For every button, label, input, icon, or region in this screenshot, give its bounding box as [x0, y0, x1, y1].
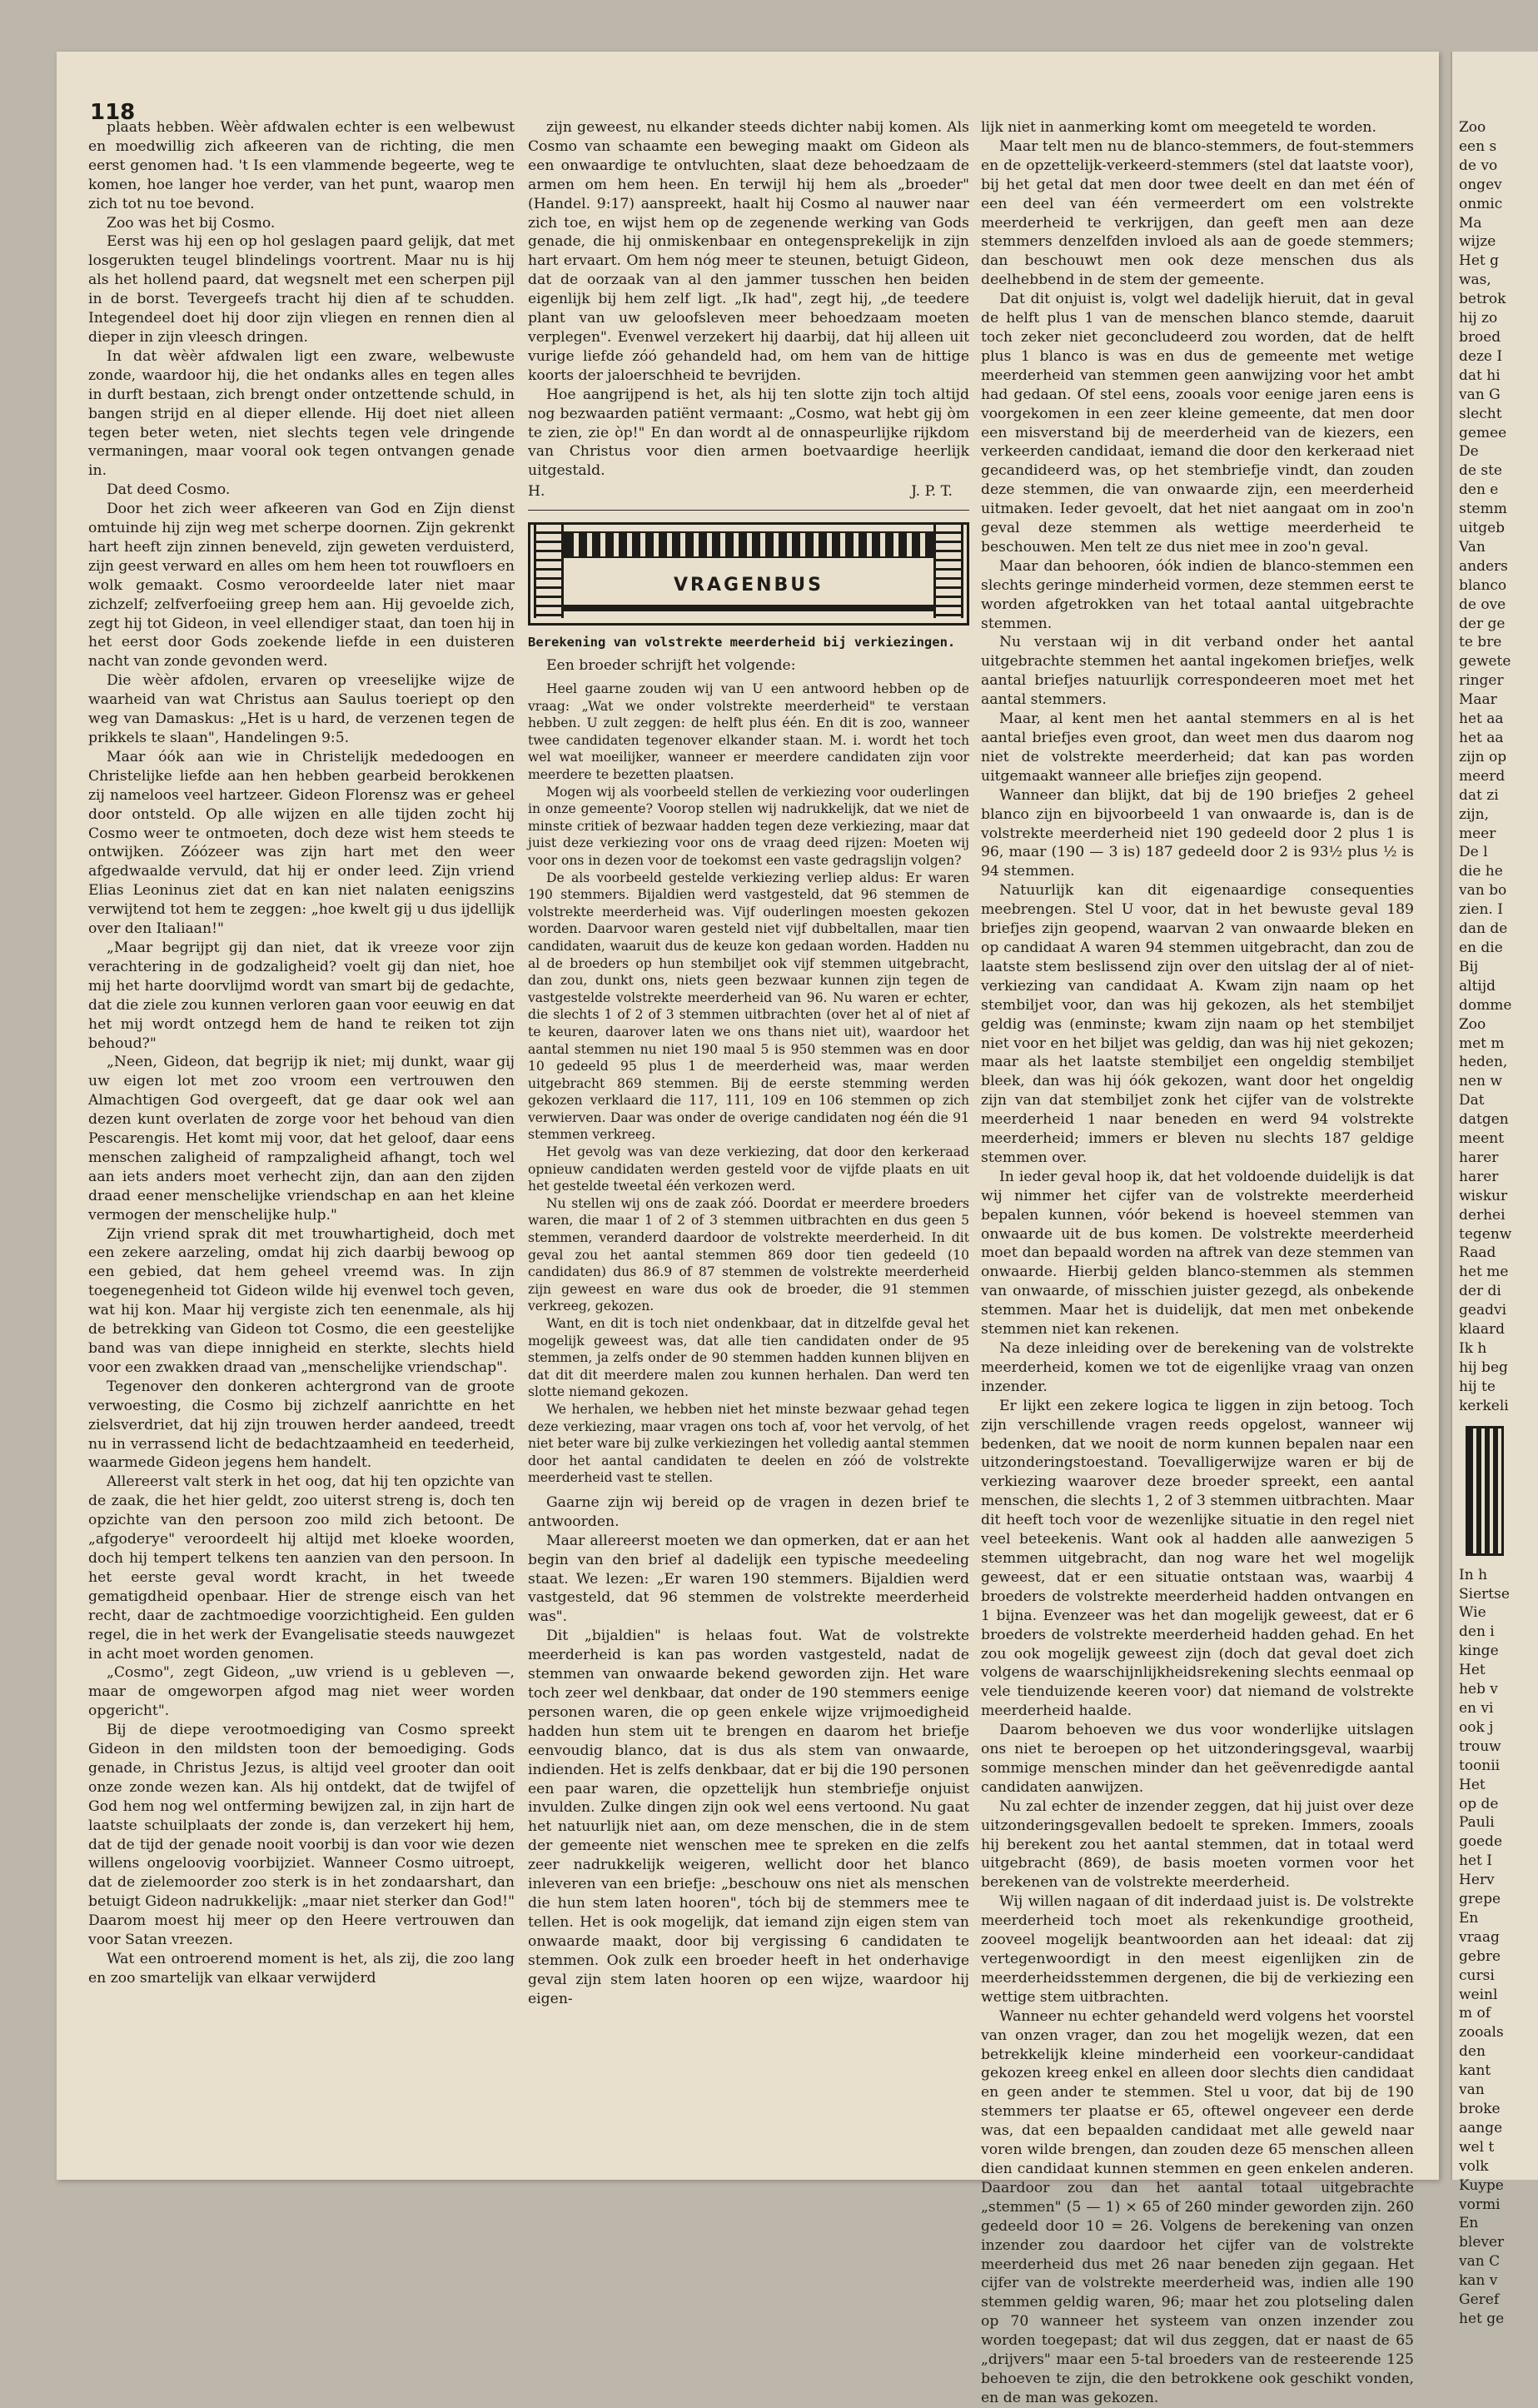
paragraph: Maar, al kent men het aantal stemmers en al is het aantal briefjes even groot, dan weet men dus daarom nog niet de volstrekte meerderheid; dat kan pas worden uitgemaakt wanneer alle briefjes zijn geopend.: [981, 710, 1414, 785]
fragment-line: Kuype: [1459, 2176, 1504, 2194]
fragment-line: Bij: [1459, 958, 1479, 975]
answer-paragraph: Maar allereerst moeten we dan opmerken, dat er aan het begin van den brief al dadelijk een typische meedeeling staat. We lezen: „Er waren 190 stemmers. Bijaldien werd vastgesteld, dat 96 stemmen de volstrekte meerderheid was".: [528, 1532, 969, 1626]
fragment-line: Raad: [1459, 1244, 1496, 1262]
fragment-line: met m: [1459, 1034, 1505, 1052]
fragment-line: zien. I: [1459, 901, 1503, 919]
fragment-line: Het: [1459, 1662, 1486, 1679]
fragment-line: te bre: [1459, 634, 1502, 651]
fragment-line: En: [1459, 1909, 1479, 1927]
fragment-line: Zoo: [1459, 119, 1486, 136]
fragment-line: meent: [1459, 1130, 1505, 1148]
fragment-line: blever: [1459, 2234, 1505, 2251]
fragment-line: Wie: [1459, 1604, 1486, 1622]
answer-paragraph: Gaarne zijn wij bereid op de vragen in dezen brief te antwoorden.: [528, 1493, 969, 1530]
paragraph: Maar dan behooren, óók indien de blanco-stemmen een slechts geringe minderheid vormen, deze stemmen eerst te worden afgetrokken van het totaal aantal uitgebrachte stemmen.: [981, 557, 1414, 632]
ornament-post-icon: [933, 525, 963, 618]
paragraph: plaats hebben. Wèèr afdwalen echter is een welbewust en moedwillig zich afkeeren van de richting, die men eerst genomen had. 't Is een vlammende begeerte, weg te komen, hoe langer hoe verder, van het punt, waarop men zich tot nu toe bevond.: [88, 119, 515, 212]
fragment-line: zooals: [1459, 2024, 1504, 2042]
newspaper-page: [57, 52, 1439, 2406]
fragment-line: den: [1459, 2043, 1486, 2061]
fragment-line: wiskur: [1459, 1187, 1508, 1204]
adjacent-page-fragments: [1459, 118, 1538, 2329]
fragment-line: derhei: [1459, 1206, 1506, 1224]
fragment-line: heden,: [1459, 1054, 1508, 1071]
fragment-line: toonii: [1459, 1757, 1501, 1774]
fragment-line: vraag: [1459, 1928, 1500, 1946]
ornament-frieze-icon: [564, 531, 933, 558]
fragment-line: Het g: [1459, 252, 1500, 270]
paragraph: Eerst was hij een op hol geslagen paard gelijk, dat met losgerukten teugel blindelings voortrent. Maar nu is hij als het hollend paard, dat wegsnelt met een scherpen pijl in de borst. Tevergeefs tracht hij dien af te schudden. Integendeel doet hij door zijn vliegen en rennen dien al dieper in zijn vleesch dringen.: [88, 233, 515, 346]
fragment-line: trouw: [1459, 1737, 1501, 1755]
fragment-line: de ste: [1459, 462, 1502, 480]
fragment-line: kerkeli: [1459, 1397, 1509, 1414]
fragment-line: Ma: [1459, 214, 1482, 232]
fragment-line: den i: [1459, 1623, 1495, 1641]
fragment-line: ook j: [1459, 1718, 1494, 1736]
fragment-line: het aa: [1459, 710, 1504, 728]
fragment-line: Het: [1459, 1776, 1486, 1793]
fragment-line: die he: [1459, 863, 1503, 880]
fragment-line: op de: [1459, 1795, 1499, 1812]
fragment-line: kant: [1459, 2062, 1491, 2080]
question-headline: Berekening van volstrekte meerderheid bij verkiezingen.: [528, 635, 956, 651]
fragment-line: gewete: [1459, 653, 1511, 671]
paragraph: Na deze inleiding over de berekening van de volstrekte meerderheid, komen we tot de eigenlijke vraag van onzen inzender.: [981, 1340, 1414, 1395]
fragment-line: tegenw: [1459, 1225, 1512, 1243]
fragment-line: altijd: [1459, 977, 1496, 995]
fragment-line: cursi: [1459, 1967, 1495, 1984]
letter-paragraph: De als voorbeeld gestelde verkiezing verliep aldus: Er waren 190 stemmers. Bijaldien werd vastgesteld, dat 96 stemmen de volstrekte meerderheid was. Vijf ouderlingen moesten gekozen worden. Daarvoor waren gesteld niet vijf dubbeltallen, maar tien candidaten, waaruit dus de keuze kon gedaan worden. Hadden nu al de broeders op hun stembiljet ook vijf stemmen uitgebracht, dan zou, dunkt ons, niets geen bezwaar kunnen zijn tegen de vastgestelde volstrekte meerderheid van 96. Nu waren er echter, die slechts 1 of 2 of 3 stemmen uitbrachten (over het al of niet af te keuren, daarover laten we ons thans niet uit), waardoor het aantal stemmen nu niet 190 maal 5 is 950 stemmen was en door 10 gedeeld 95 plus 1 de meerderheid was, maar werden uitgebracht 869 stemmen. Bij de eerste stemming werden gekozen verklaard die 117, 111, 109 en 106 stemmen op zich verwierven. Daar was onder de overige candidaten nog één die 91 stemmen verkreeg.: [528, 870, 969, 1143]
fragment-line: Geref: [1459, 2291, 1500, 2309]
paragraph: Nu verstaan wij in dit verband onder het aantal uitgebrachte stemmen het aantal ingekomen briefjes, welk aantal briefjes natuurlijk correspondeeren moet met het aantal stemmers.: [981, 634, 1414, 709]
paragraph: In ieder geval hoop ik, dat het voldoende duidelijk is dat wij nimmer het cijfer van de volstrekte meerderheid bepalen kunnen, vóór bekend is hoeveel stemmen van onwaarde uit de bus komen. De volstrekte meerderheid moet dan bepaald worden na aftrek van deze stemmen van onwaarde. Hierbij gelden blanco-stemmen als stemmen van onwaarde, of misschien juister gezegd, als onbekende stemmen. Maar het is duidelijk, dat men met onbekende stemmen niet kan rekenen.: [981, 1168, 1414, 1339]
fragment-line: Herv: [1459, 1872, 1495, 1889]
fragment-line: broed: [1459, 328, 1501, 346]
paragraph: Die wèèr afdolen, ervaren op vreeselijke wijze de waarheid van wat Christus aan Saulus toeriept op den weg van Damaskus: „Het is u hard, de verzenen tegen de prikkels te slaan", Handelingen 9:5.: [88, 672, 515, 746]
column-1: [88, 118, 515, 2138]
paragraph: Bij de diepe verootmoediging van Cosmo spreekt Gideon in den mildsten toon der bemoediging. Gods genade, in Christus Jezus, is altijd veel grooter dan ooit onze zonde wezen kan. Als hij ontdekt, dat de twijfel of God hem nog wel ontferming bewijzen zal, in zijn hart de laatste schuilplaats der zonde is, dan verzekert hij hem, dat de tijd der genade nooit voorbij is dan voor wie dezen willens ongeloovig voorbijziet. Wanneer Cosmo uitroept, dat de zielemoorder zoo sterk is in het zondaarshart, dan betuigt Gideon nadrukkelijk: „maar niet sterker dan God!" Daarom moest hij meer op den Heere vertrouwen dan voor Satan vreezen.: [88, 1722, 515, 1949]
fragment-line: volk: [1459, 2157, 1489, 2175]
fragment-line: Siertse: [1459, 1585, 1510, 1603]
intro-line: Een broeder schrijft het volgende:: [546, 657, 796, 675]
fragment-line: der ge: [1459, 615, 1506, 632]
fragment-line: de vo: [1459, 157, 1498, 174]
paragraph: Er lijkt een zekere logica te liggen in zijn betoog. Toch zijn verschillende vragen reeds opgelost, wanneer wij bedenken, dat we nooit de norm kunnen bepalen naar een uitzonderingstoestand. Toevalligerwijze waren er bij de verkiezing waarover deze broeder spreekt, een aantal menschen, die slechts 1, 2 of 3 stemmen uitbrachten. Maar dit heeft toch voor de wezenlijke situatie in den regel niet veel beteekenis. Want ook al hadden alle aanwezigen 5 stemmen uitgebracht, dan nog ware het wel mogelijk geweest, dat er een situatie ontstaan was, waarbij 4 broeders de volstrekte meerderheid hadden ontvangen en 1 bijna. Evenzeer was het dan mogelijk geweest, dat er 6 broeders de volstrekte meerderheid hadden gehad. En het zou ook mogelijk geweest zijn (doch dat geval doet zich volgens de waarschijnlijkheidsrekening slechts eenmaal op vele tienduizende keeren voor) dat niemand de volstrekte meerderheid haalde.: [981, 1397, 1414, 1720]
paragraph: In dat wèèr afdwalen ligt een zware, welbewuste zonde, waardoor hij, die het ondanks alles en tegen alles in durft bestaan, zich brengt onder ontzettende schuld, in bangen strijd en al dieper ellende. Hij doet niet alleen tegen beter weten, niet slechts tegen vele dringende vermaningen, maar vooral ook tegen ontvangen genade in.: [88, 347, 515, 480]
fragment-line: broke: [1459, 2101, 1501, 2117]
paragraph: Hoe aangrijpend is het, als hij ten slotte zijn toch altijd nog bezwaarden patiënt vermaant: „Cosmo, wat hebt gij òm te zien, zie òp!" En dan wordt al de onnaspeurlijke rijkdom van Christus voor dien armen boetvaardige heerlijk uitgestald.: [528, 386, 969, 480]
paragraph: Zijn vriend sprak dit met trouwhartigheid, doch met een zekere aarzeling, omdat hij zich daarbij bewoog op een gebied, dat hem geheel vreemd was. In zijn toegenegenheid tot Gideon wilde hij evenwel toch geven, wat hij kon. Maar hij vergiste zich ten eenenmale, als hij de betrekking van Gideon tot Cosmo, die een geestelijke band was van diepe innigheid en sterkte, slechts hield voor een zwakken draad van „menschelijke vriendschap".: [88, 1225, 515, 1376]
fragment-line: het aa: [1459, 730, 1504, 746]
answer-paragraph: Dit „bijaldien" is helaas fout. Wat de volstrekte meerderheid is kan pas worden vastgesteld, nadat de stemmen van onwaarde bekend geworden zijn. Het ware toch zeer wel denkbaar, dat onder de 190 stemmers eenige personen waren, die op geen enkele wijze vrijmoedigheid hadden hun stem uit te brengen en daarom het briefje eenvoudig blanco, dat is dus als stem van onwaarde, indienden. Het is zelfs denkbaar, dat er bij die 190 personen een paar waren, die opzettelijk hun stembriefje onjuist invulden. Zulke dingen zijn ook wel eens vertoond. Nu gaat het natuurlijk niet aan, om deze menschen, die in de stem der gemeente niet wenschen mee te spreken en die zelfs zeer nadrukkelijk weigeren, wellicht door het blanco inleveren van een briefje: „beschouw ons niet als menschen die hun stem laten hooren", tóch bij de stemmers mee te tellen. Het is ook mogelijk, dat iemand zijn eigen stem van onwaarde maakt, door bij vergissing 6 candidaten te stemmen. Ook zulk een broeder heeft in het onderhavige geval zijn stem laten hooren op een wijze, waardoor hij eigen-: [528, 1628, 969, 2007]
fragment-line: harer: [1459, 1168, 1499, 1185]
fragment-line: domme: [1459, 996, 1512, 1014]
fragment-line: De l: [1459, 844, 1488, 861]
fragment-line: Zoo: [1459, 1015, 1486, 1033]
fragment-line: gemee: [1459, 424, 1507, 441]
article-signature: [528, 482, 953, 501]
fragment-line: dan de: [1459, 920, 1508, 938]
fragment-line: kan v: [1459, 2272, 1498, 2290]
letter-paragraph: Het gevolg was van deze verkiezing, dat door den kerkeraad opnieuw candidaten werden gesteld voor de vijfde plaats en uit het gestelde tweetal één verkozen werd.: [528, 1144, 969, 1194]
vragenbus-header-ornament: [528, 522, 969, 626]
fragment-line: uitgeb: [1459, 520, 1506, 537]
fragment-line: datgen: [1459, 1111, 1509, 1129]
paragraph: Wij willen nagaan of dit inderdaad juist is. De volstrekte meerderheid toch moet als rekenkundige grootheid, zooveel mogelijk beantwoorden aan het ideaal: dat zij vertegenwoordigt in den meest eigenlijken zin de meerderheidsstemmen dergenen, die bij de verkiezing een wettige stem uitbrachten.: [981, 1893, 1414, 2006]
fragment-line: slecht: [1459, 405, 1502, 422]
section-title: VRAGENBUS: [674, 575, 824, 596]
fragment-line: van: [1459, 2081, 1485, 2099]
fragment-line: zijn op: [1459, 748, 1507, 765]
paragraph: Dat deed Cosmo.: [107, 481, 231, 499]
fragment-line: der di: [1459, 1283, 1501, 1300]
fragment-line: stemm: [1459, 501, 1507, 518]
fragment-line: en vi: [1459, 1699, 1494, 1717]
fragment-line: weinl: [1459, 1986, 1498, 2003]
paragraph: Dat dit onjuist is, volgt wel dadelijk hieruit, dat in geval de helft plus 1 van de menschen blanco stemde, daaruit toch zeker niet geconcludeerd zou worden, dat de helft plus 1 blanco is was en dus de gemeente met wetige meerderheid van stemmen geen aanwijzing voor het ambt had gedaan. Of stel eens, zooals voor eenige jaren eens is voorgekomen in een zeer kleine gemeente, dat men door een misverstand bij de meerderheid van de kiezers, een verkeerden candidaat, iemand die door den kerkeraad niet gecandideerd was, op het stembriefje vindt, dan zouden deze stemmen, die van onwaarde zijn, een meerderheid uitmaken. Ieder gevoelt, dat het niet aangaat om in zoo'n geval deze stemmen als wettige meerderheid te beschouwen. Men telt ze dus niet mee in zoo'n geval.: [981, 291, 1414, 556]
fragment-line: deze I: [1459, 347, 1503, 365]
letter-paragraph: Heel gaarne zouden wij van U een antwoord hebben op de vraag: „Wat we onder volstrekte meerderheid" te verstaan hebben. U zult zeggen: de helft plus één. En dit is zoo, wanneer twee candidaten tegenover elkander staan. M. i. wordt het toch wel wat moeilijker, wanneer er meerdere candidaten zijn voor meerdere te bezetten plaatsen.: [528, 681, 969, 782]
fragment-line: dat zi: [1459, 786, 1499, 804]
fragment-line: Ik h: [1459, 1340, 1487, 1357]
fragment-line: van bo: [1459, 882, 1507, 900]
ornament-post-icon: [534, 525, 564, 618]
fragment-line: hij te: [1459, 1378, 1496, 1395]
fragment-line: aange: [1459, 2119, 1503, 2136]
fragment-line: grepe: [1459, 1891, 1501, 1908]
fragment-line: meer: [1459, 825, 1496, 842]
fragment-line: geadvi: [1459, 1302, 1507, 1319]
paragraph: Wat een ontroerend moment is het, als zij, die zoo lang en zoo smartelijk van elkaar verwijderd: [88, 1951, 515, 1987]
fragment-line: van C: [1459, 2253, 1501, 2271]
fragment-line: en die: [1459, 939, 1503, 956]
fragment-line: De: [1459, 443, 1479, 461]
signature-initial: H.: [528, 483, 545, 501]
fragment-line: vormi: [1459, 2196, 1501, 2213]
fragment-line: wel t: [1459, 2138, 1495, 2156]
paragraph: „Neen, Gideon, dat begrijp ik niet; mij dunkt, waar gij uw eigen lot met zoo vroom een vertrouwen den Almachtigen God overgeeft, dat ge daar ook wel aan dezen kunt overlaten de zorge voor het behoud van dien Pescarengis. Het komt mij voor, dat het geloof, daar eens menschen zaligheid of rampzaligheid afhangt, toch wel aan iets anders moet verhecht zijn, dan aan den zijden draad eener menschelijke vriendschap en aan het kleine vermogen der menschelijke hulp.": [88, 1054, 515, 1224]
ornament-bar: [564, 605, 933, 611]
adjacent-page-edge: [1451, 52, 1538, 2327]
fragment-line: Maar: [1459, 691, 1497, 709]
paragraph: Maar telt men nu de blanco-stemmers, de fout-stemmers en de opzettelijk-verkeerd-stemmers (stel dat laatste voor), bij het getal dat men door twee deelt en dan met één of een deel van één vermeerdert om een volstrekte meerderheid te verkrijgen, dan geeft men aan deze stemmers denzelfden invloed als aan de goede stemmers; dan beschouwt men ook deze menschen dus als deelhebbend in de stem der gemeente.: [981, 137, 1414, 289]
fragment-line: ongev: [1459, 176, 1502, 193]
paragraph: Maar óók aan wie in Christelijk mededoogen en Christelijke liefde aan hen hebben gearbeid berokkenen zij nameloos veel hartzeer. Gideon Florensz was er geheel door ontsteld. Op alle wijzen en alle tijden zocht hij Cosmo weer te ontmoeten, doch deze wist hem steeds te ontwijken. Zóózeer was zijn hart met den weer afgedwaalde vervuld, dat hij er onder leed. Zijn vriend Elias Leoninus ziet dat en kan niet nalaten eenigszins verwijtend tot hem te zeggen: „hoe kwelt gij u dus ijdellijk over den Italiaan!": [88, 748, 515, 938]
fragment-line: het ge: [1459, 2310, 1505, 2327]
fragment-line: onmic: [1459, 195, 1503, 212]
letter-paragraph: Mogen wij als voorbeeld stellen de verkiezing voor ouderlingen in onze gemeente? Voorop stellen wij nadrukkelijk, dat we niet de minste critiek of bezwaar hadden tegen deze verkiezing, maar dat juist deze verkiezing voor ons de vraag deed rijzen: Moeten wij voor ons in dezen voor de toekomst een vaste gedragslijn volgen?: [528, 784, 969, 868]
fragment-line: blanco: [1459, 576, 1507, 594]
reader-letter: [528, 681, 969, 1487]
fragment-line: harer: [1459, 1149, 1499, 1166]
ornament-icon: [1466, 1426, 1504, 1556]
paragraph: Daarom behoeven we dus voor wonderlijke uitslagen ons niet te beroepen op het uitzonderingsgeval, waarbij sommige menschen minder dan het geëvenredigde aantal candidaten aanwijzen.: [981, 1722, 1414, 1796]
fragment-line: zijn,: [1459, 805, 1490, 823]
fragment-line: Dat: [1459, 1092, 1485, 1109]
paragraph: Door het zich weer afkeeren van God en Zijn dienst omtuinde hij zijn weg met scherpe doornen. Zijn gekrenkt hart heeft zijn zinnen beneveld, zijn geweten verduisterd, zijn geest verward en alles om hem heen tot rouwfloers en wolk gemaakt. Cosmo veroordeelde later niet maar zichzelf; zelfverfoeiing greep hem aan. Hij gevoelde zich, zegt hij tot Gideon, in veel ellendiger staat, dan toen hij in het eerst door Gods zoekende liefde in een duisteren nacht van zonde gevonden werd.: [88, 501, 515, 671]
fragment-line: ringer: [1459, 672, 1504, 690]
fragment-line: goede: [1459, 1833, 1503, 1851]
column-3: [981, 118, 1414, 2406]
fragment-line: Pauli: [1459, 1814, 1495, 1832]
fragment-line: heb v: [1459, 1681, 1498, 1698]
fragment-line: hij beg: [1459, 1359, 1508, 1376]
divider: [528, 510, 969, 511]
paragraph: zijn geweest, nu elkander steeds dichter nabij komen. Als Cosmo van schaamte een beweging maakt om Gideon als een onwaardige te ontvluchten, slaat deze behoedzaam de armen om hem heen. En terwijl hij hem als „broeder" (Handel. 9:17) aanspreekt, haalt hij Cosmo al nauwer naar zich toe, en wijst hem op de zegenende werking van Gods genade, die hij onmiskenbaar en ontegensprekelijk in zijn hart ervaart. Om hem nóg meer te steunen, betuigt Gideon, dat de oorzaak van al den jammer tusschen hen beiden eigenlijk bij hem zelf ligt. „Ik had", zegt hij, „de teedere plant van uw geloofsleven meer behoedzaam moeten verplegen". Evenwel verzekert hij daarbij, dat hij alleen uit vurige liefde zóó gehandeld had, om hem van de hittige koorts der jaloerschheid te bevrijden.: [528, 119, 969, 384]
fragment-line: was,: [1459, 272, 1491, 289]
fragment-line: klaard: [1459, 1321, 1506, 1339]
fragment-line: m of: [1459, 2005, 1491, 2022]
fragment-line: En: [1459, 2215, 1479, 2232]
paragraph: „Cosmo", zegt Gideon, „uw vriend is u gebleven —, maar de omgeworpen afgod mag niet weer worden opgericht".: [88, 1664, 515, 1720]
page-number: 118: [90, 100, 136, 125]
column-2: [528, 118, 969, 2138]
fragment-line: nen w: [1459, 1073, 1502, 1090]
fragment-line: In h: [1459, 1566, 1488, 1583]
paragraph: Allereerst valt sterk in het oog, dat hij ten opzichte van de zaak, die het hier geldt, zoo uiterst streng is, doch ten opzichte van den persoon zoo mild zich betoont. De „afgoderye" veroordeelt hij altijd met kloeke woorden, doch hij tempert telkens ten aanzien van den persoon. In het eerste geval wordt kracht, in het tweede gematigdheid openbaar. Hier de strenge eisch van het recht, daar de zachtmoedige voorzichtigheid. Een gulden regel, die in het werk der Evangelisatie steeds nauwgezet in acht moet worden genomen.: [88, 1473, 515, 1663]
paragraph: Tegenover den donkeren achtergrond van de groote verwoesting, die Cosmo bij zichzelf aanrichtte en het zielsverdriet, dat hij zijn trouwen herder aandeed, treedt nu in verrassend licht de bedachtzaamheid en teederheid, waarmede Gideon jegens hem handelt.: [88, 1378, 515, 1472]
signature-author: J. P. T.: [911, 483, 953, 501]
paragraph: Nu zal echter de inzender zeggen, dat hij juist over deze uitzonderingsgevallen bedoelt te spreken. Immers, zooals hij berekent zou het aantal stemmen, dat in totaal werd uitgebracht (869), de basis moeten vormen voor het berekenen van de volstrekte meerderheid.: [981, 1797, 1414, 1892]
fragment-line: dat hi: [1459, 366, 1501, 384]
fragment-line: het I: [1459, 1852, 1492, 1870]
fragment-line: anders: [1459, 557, 1508, 575]
fragment-line: betrok: [1459, 291, 1506, 308]
fragment-line: den e: [1459, 481, 1499, 499]
paragraph: „Maar begrijpt gij dan niet, dat ik vreeze voor zijn verachtering in de godzaligheid? voelt gij dan niet, hoe mij het harte doorvlijmd wordt van smart bij de gedachte, dat die ziele zou kunnen verloren gaan voor eeuwig en dat het mij wordt ontzegd hem de hand te reiken tot zijn behoud?": [88, 939, 515, 1052]
fragment-line: kinge: [1459, 1643, 1499, 1660]
fragment-line: hij zo: [1459, 310, 1498, 327]
letter-paragraph: Want, en dit is toch niet ondenkbaar, dat in ditzelfde geval het mogelijk geweest was, dat alle tien candidaten onder de 95 stemmen, ja zelfs onder de 90 stemmen hadden kunnen blijven en dat dit dit meerdere malen zou kunnen herhalen. Dan werd ten slotte niemand gekozen.: [528, 1316, 969, 1400]
fragment-line: de ove: [1459, 596, 1506, 613]
fragment-line: van G: [1459, 386, 1501, 403]
fragment-line: Van: [1459, 538, 1486, 556]
paragraph: Wanneer dan blijkt, dat bij de 190 briefjes 2 geheel blanco zijn en bijvoorbeeld 1 van onwaarde is, dan is de volstrekte meerderheid niet 190 gedeeld door 2 plus 1 is 96, maar (190 — 3 is) 187 gedeeld door 2 is 93½ plus ½ is 94 stemmen.: [981, 786, 1414, 880]
fragment-line: wijze: [1459, 233, 1496, 251]
fragment-line: het me: [1459, 1264, 1509, 1281]
paragraph: Wanneer nu echter gehandeld werd volgens het voorstel van onzen vrager, dan zou het mogelijk wezen, dat een betrekkelijk kleine minderheid een voorkeur-candidaat gekozen kreeg enkel en alleen door slechts dien candidaat en geen ander te stemmen. Stel u voor, dat bij de 190 stemmers ter plaatse er 65, oftewel ongeveer een derde was, dat een bepaalden candidaat met alle geweld naar voren wilde brengen, dan zouden deze 65 menschen alleen dien candidaat kunnen stemmen en geen enkelen anderen. Daardoor zou dan het aantal totaal uitgebrachte „stemmen" (5 — 1) × 65 of 260 minder geworden zijn. 260 gedeeld door 10 = 26. Volgens de berekening van onzen inzender zou daardoor het cijfer van de volstrekte meerderheid dus met 26 naar beneden zijn gegaan. Het cijfer van de volstrekte meerderheid was, indien alle 190 stemmen geldig waren, 96; maar het zou plotseling dalen op 70 wanneer het systeem van onzen inzender zou worden toegepast; dat wil dus zeggen, dat er naast de 65 „drijvers" maar een 5-tal broeders van de resteerende 125 behoeven te zijn, die den betrokkene ook geschikt vonden, en de man was gekozen.: [981, 2007, 1414, 2406]
fragment-line: meerd: [1459, 767, 1506, 785]
paragraph: Natuurlijk kan dit eigenaardige consequenties meebrengen. Stel U voor, dat in het bewuste geval 189 briefjes zijn geopend, waarvan 2 van onwaarde bleken en op candidaat A waren 94 stemmen uitgebracht, dan zou de laatste stem beslissend zijn over den uitslag der al of niet-verkiezing van candidaat A. Kwam zijn naam op het stembiljet voor, dan was hij gekozen, als het stembiljet geldig was (enminste; kwam zijn naam op het stembiljet niet voor en het biljet was geldig, dan was hij niet gekozen; maar als het laatste stembiljet een ongeldig stembiljet bleek, dan was hij óók gekozen, want door het ongeldig zijn van dat stembiljet zonk het cijfer van de volstrekte meerderheid 1 naar beneden en werd 94 volstrekte meerderheid; immers er bleven nu slechts 187 geldige stemmen over.: [981, 882, 1414, 1166]
paragraph: Zoo was het bij Cosmo.: [107, 214, 276, 232]
fragment-line: gebre: [1459, 1947, 1501, 1965]
letter-paragraph: Nu stellen wij ons de zaak zóó. Doordat er meerdere broeders waren, die maar 1 of 2 of 3 stemmen uitbrachten en dus geen 5 stemmen, veranderd daardoor de volstrekte meerderheid. In dit geval zou het aantal stemmen 869 door tien gedeeld (10 candidaten) dus 86.9 of 87 stemmen de volstrekte meerderheid zijn geweest en ware dus ook de broeder, die 91 stemmen verkreeg, gekozen.: [528, 1195, 969, 1314]
letter-paragraph: We herhalen, we hebben niet het minste bezwaar gehad tegen deze verkiezing, maar vragen ons toch af, voor het vervolg, of het niet beter ware bij zulke verkiezingen het volledig aantal stemmen door het aantal candidaten te deelen en zóó de volstrekte meerderheid vast te stellen.: [528, 1401, 969, 1486]
fragment-line: een s: [1459, 137, 1497, 155]
paragraph: lijk niet in aanmerking komt om meegeteld te worden.: [981, 119, 1376, 136]
